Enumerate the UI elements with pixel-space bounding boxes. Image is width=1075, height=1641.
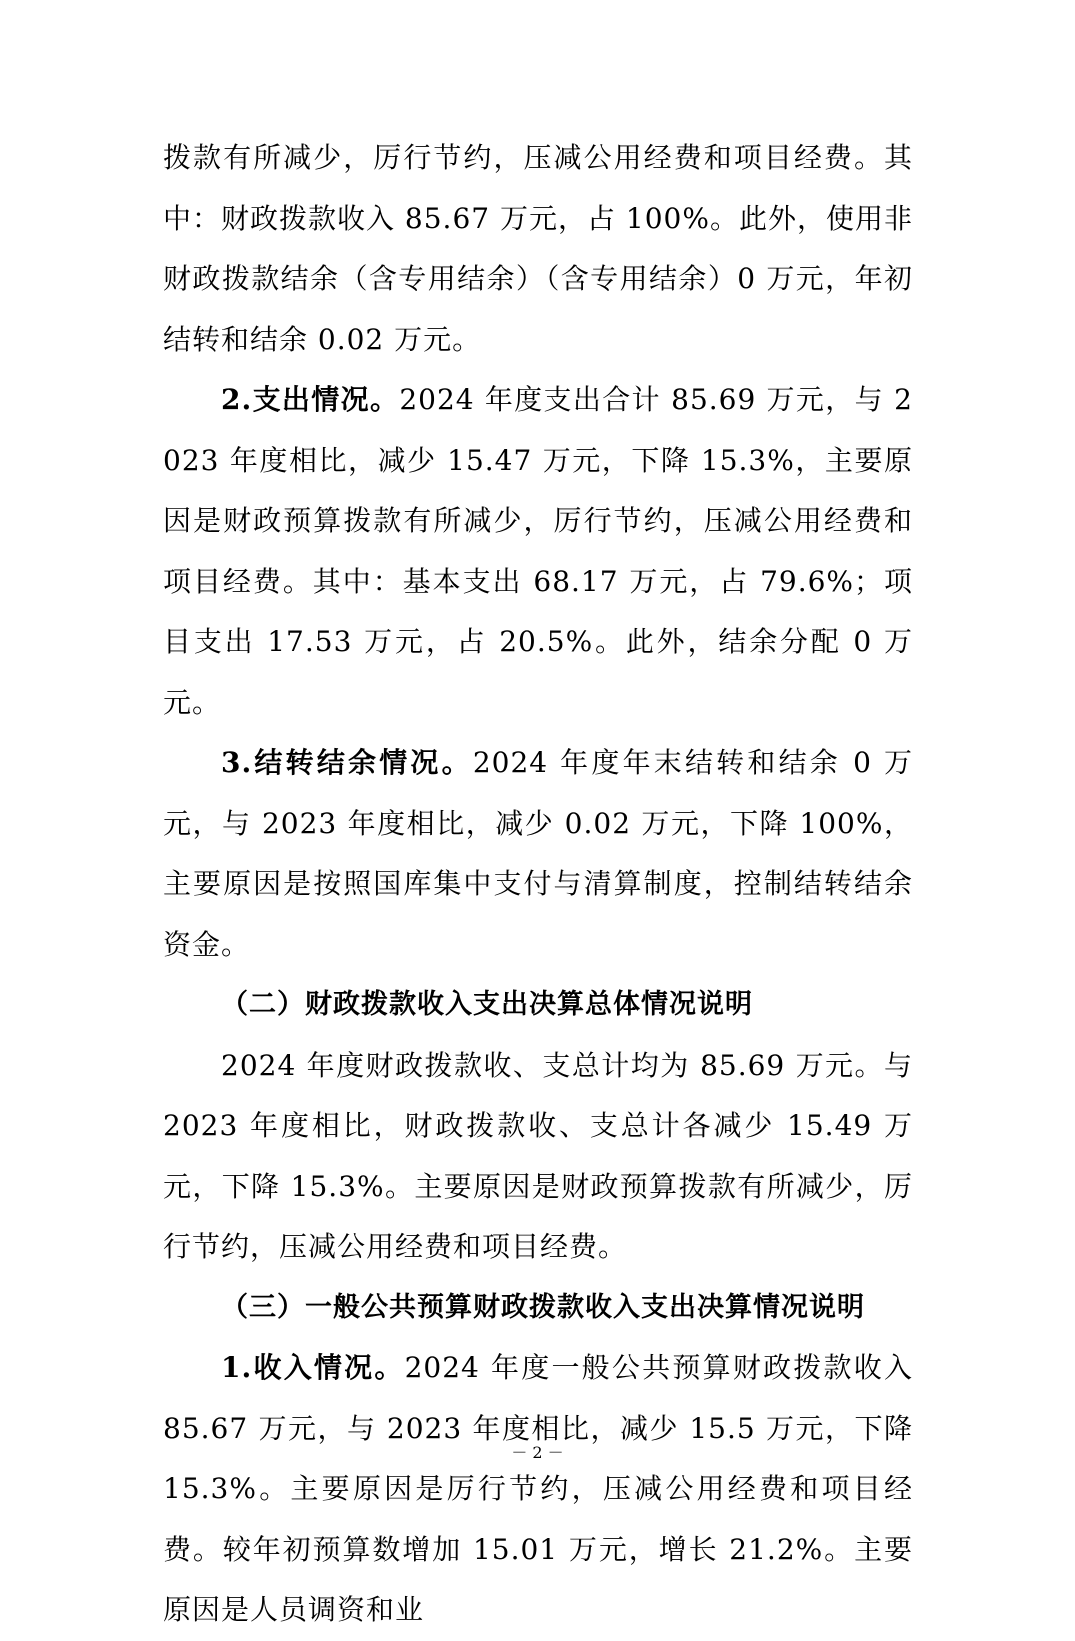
expenditure-text: 2024 年度支出合计 85.69 万元，与 2023 年度相比，减少 15.47 万元，下降 15.3%，主要原因是财政预算拨款有所减少，厉行节约，压减公用经费和项目经费。其中：基本支出 68.17 万元，占 79.6%；项目支出 17.53 万元，占 20.5%。此外，结余分配 0 万元。: [163, 383, 913, 719]
carryover-text: 2024 年度年末结转和结余 0 万元，与 2023 年度相比，减少 0.02 万元，下降 100%，主要原因是按照国库集中支付与清算制度，控制结转结余资金。: [163, 746, 913, 961]
expenditure-lead: 2.支出情况。: [221, 383, 400, 416]
general-income-lead: 1.收入情况。: [221, 1351, 405, 1384]
paragraph-fiscal-overview: 2024 年度财政拨款收、支总计均为 85.69 万元。与 2023 年度相比，财政拨款收、支总计各减少 15.49 万元，下降 15.3%。主要原因是财政预算拨款有所减少，厉行节约，压减公用经费和项目经费。: [163, 1048, 913, 1263]
paragraph-income-continued: 拨款有所减少，厉行节约，压减公用经费和项目经费。其中：财政拨款收入 85.67 万元，占 100%。此外，使用非财政拨款结余（含专用结余）（含专用结余）0 万元，年初结转和结余 0.02 万元。: [163, 141, 913, 356]
paragraph-carryover: [163, 733, 913, 975]
paragraph-general-budget-income: [163, 1338, 913, 1641]
section-heading-general-budget: （三）一般公共预算财政拨款收入支出决算情况说明: [221, 1291, 865, 1323]
section-heading-fiscal-overview: （二）财政拨款收入支出决算总体情况说明: [221, 989, 753, 1020]
general-income-text: 2024 年度一般公共预算财政拨款收入 85.67 万元，与 2023 年度相比，减少 15.5 万元，下降 15.3%。主要原因是厉行节约，压减公用经费和项目经费。较年初预算数增加 15.01 万元，增长 21.2%。主要原因是人员调资和业: [163, 1351, 913, 1626]
document-body: [163, 128, 913, 1641]
carryover-lead: 3.结转结余情况。: [221, 746, 473, 779]
page-number: － 2 －: [511, 1443, 564, 1462]
paragraph-expenditure: [163, 370, 913, 733]
